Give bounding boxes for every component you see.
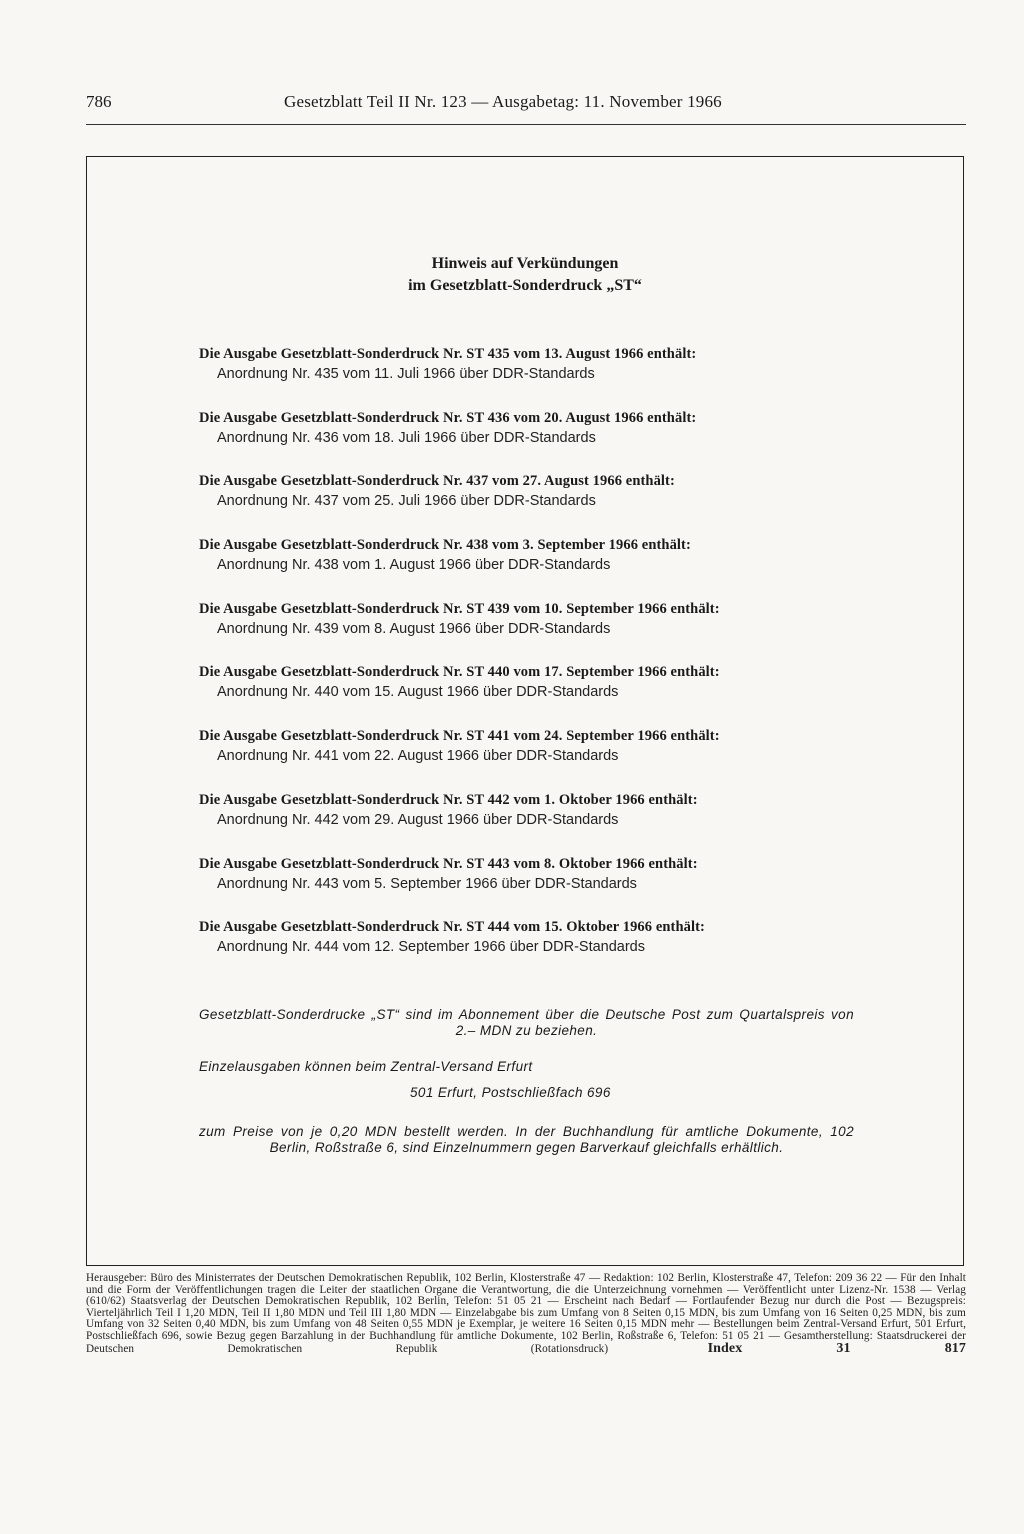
subscription-notes	[199, 1007, 854, 1156]
issue-title: Die Ausgabe Gesetzblatt-Sonderdruck Nr. ST 435 vom 13. August 1966 enthält:	[199, 346, 697, 362]
subscription-note: Gesetzblatt-Sonderdrucke „ST“ sind im Abonnement über die Deutsche Post zum Quartalspreis von 2.– MDN zu beziehen.	[199, 1007, 854, 1038]
postal-address: 501 Erfurt, Postschließfach 696	[410, 1085, 611, 1100]
issue-title: Die Ausgabe Gesetzblatt-Sonderdruck Nr. ST 439 vom 10. September 1966 enthält:	[199, 600, 720, 617]
notice-heading-line2: im Gesetzblatt-Sonderdruck „ST“	[408, 277, 642, 294]
issue-content: Anordnung Nr. 439 vom 8. August 1966 über DDR-Standards	[217, 620, 611, 637]
issue-content: Anordnung Nr. 438 vom 1. August 1966 über DDR-Standards	[217, 557, 611, 574]
issue-entry	[199, 471, 859, 535]
header-rule	[86, 124, 966, 125]
header-title: Gesetzblatt Teil II Nr. 123 — Ausgabetag: 11. November 1966	[284, 92, 722, 111]
issue-content: Anordnung Nr. 435 vom 11. Juli 1966 über DDR-Standards	[217, 366, 595, 382]
index-number: Index 31 817	[707, 1340, 966, 1356]
issue-content: Anordnung Nr. 442 vom 29. August 1966 über DDR-Standards	[217, 811, 619, 828]
issue-content: Anordnung Nr. 441 vom 22. August 1966 über DDR-Standards	[217, 748, 619, 765]
page-header	[86, 92, 966, 116]
issue-entry	[199, 408, 859, 472]
imprint-footer	[86, 1273, 966, 1355]
issue-entry	[199, 662, 859, 726]
issue-entry	[199, 854, 859, 918]
issue-title: Die Ausgabe Gesetzblatt-Sonderdruck Nr. ST 444 vom 15. Oktober 1966 enthält:	[199, 919, 705, 936]
issue-title: Die Ausgabe Gesetzblatt-Sonderdruck Nr. ST 443 vom 8. Oktober 1966 enthält:	[199, 855, 698, 872]
issue-entry	[199, 726, 859, 790]
issue-content: Anordnung Nr. 440 vom 15. August 1966 über DDR-Standards	[217, 684, 619, 701]
single-issue-note: Einzelausgaben können beim Zentral-Versand Erfurt	[199, 1059, 533, 1074]
issue-content: Anordnung Nr. 444 vom 12. September 1966 über DDR-Standards	[217, 939, 645, 956]
issue-content: Anordnung Nr. 437 vom 25. Juli 1966 über DDR-Standards	[217, 493, 596, 510]
imprint-text: Herausgeber: Büro des Ministerrates der Deutschen Demokratischen Republik, 102 Berlin, Klosterstraße 47 — Redaktion: 102 Berlin, Klosterstraße 47, Telefon: 209 36 22 — Für den Inhalt und die Form der Veröffentlichungen tragen die Leiter der staatlichen Organe die Verantwortung, die die Unterzeichnung vornehmen — Veröffentlicht unter Lizenz-Nr. 1538 — Verlag (610/62) Staatsverlag der Deutschen Demokratischen Republik, 102 Berlin, Telefon: 51 05 21 — Erscheint nach Bedarf — Fortlaufender Bezug nur durch die Post — Bezugspreis: Vierteljährlich Teil I 1,20 MDN, Teil II 1,80 MDN und Teil III 1,80 MDN — Einzelabgabe bis zum Umfang von 8 Seiten 0,15 MDN, bis zum Umfang von 16 Seiten 0,25 MDN, bis zum Umfang von 32 Seiten 0,40 MDN, bis zum Umfang von 48 Seiten 0,55 MDN je Exemplar, je weitere 16 Seiten 0,15 MDN mehr — Bestellungen beim Zentral-Versand Erfurt, 501 Erfurt, Postschließfach 696, sowie Bezug gegen Barzahlung in der Buchhandlung für amtliche Dokumente, 102 Berlin, Roßstraße 6, Telefon: 51 05 21 — Gesamtherstellung: Staatsdruckerei der Deutschen Demokratischen Republik (Rotationsdruck)	[86, 1272, 966, 1355]
issue-title: Die Ausgabe Gesetzblatt-Sonderdruck Nr. ST 442 vom 1. Oktober 1966 enthält:	[199, 791, 698, 808]
notice-heading-line1: Hinweis auf Verkündungen	[431, 255, 619, 272]
issue-title: Die Ausgabe Gesetzblatt-Sonderdruck Nr. ST 441 vom 24. September 1966 enthält:	[199, 728, 720, 745]
issue-entry	[199, 344, 859, 408]
issue-entry	[199, 599, 859, 663]
price-note: zum Preise von je 0,20 MDN bestellt werden. In der Buchhandlung für amtliche Dokumente, 102 Berlin, Roßstraße 6, sind Einzelnummern gegen Barverkauf gleichfalls erhältlich.	[199, 1124, 854, 1155]
issue-entry	[199, 917, 859, 981]
issue-list	[199, 344, 859, 981]
issue-entry	[199, 790, 859, 854]
issue-content: Anordnung Nr. 443 vom 5. September 1966 über DDR-Standards	[217, 875, 637, 892]
notice-heading	[87, 253, 963, 297]
issue-content: Anordnung Nr. 436 vom 18. Juli 1966 über DDR-Standards	[217, 429, 596, 446]
issue-entry	[199, 535, 859, 599]
notice-frame	[86, 156, 964, 1266]
page-number: 786	[86, 92, 112, 111]
issue-title: Die Ausgabe Gesetzblatt-Sonderdruck Nr. 437 vom 27. August 1966 enthält:	[199, 473, 675, 490]
issue-title: Die Ausgabe Gesetzblatt-Sonderdruck Nr. ST 436 vom 20. August 1966 enthält:	[199, 409, 697, 426]
issue-title: Die Ausgabe Gesetzblatt-Sonderdruck Nr. 438 vom 3. September 1966 enthält:	[199, 537, 691, 554]
issue-title: Die Ausgabe Gesetzblatt-Sonderdruck Nr. ST 440 vom 17. September 1966 enthält:	[199, 664, 720, 681]
